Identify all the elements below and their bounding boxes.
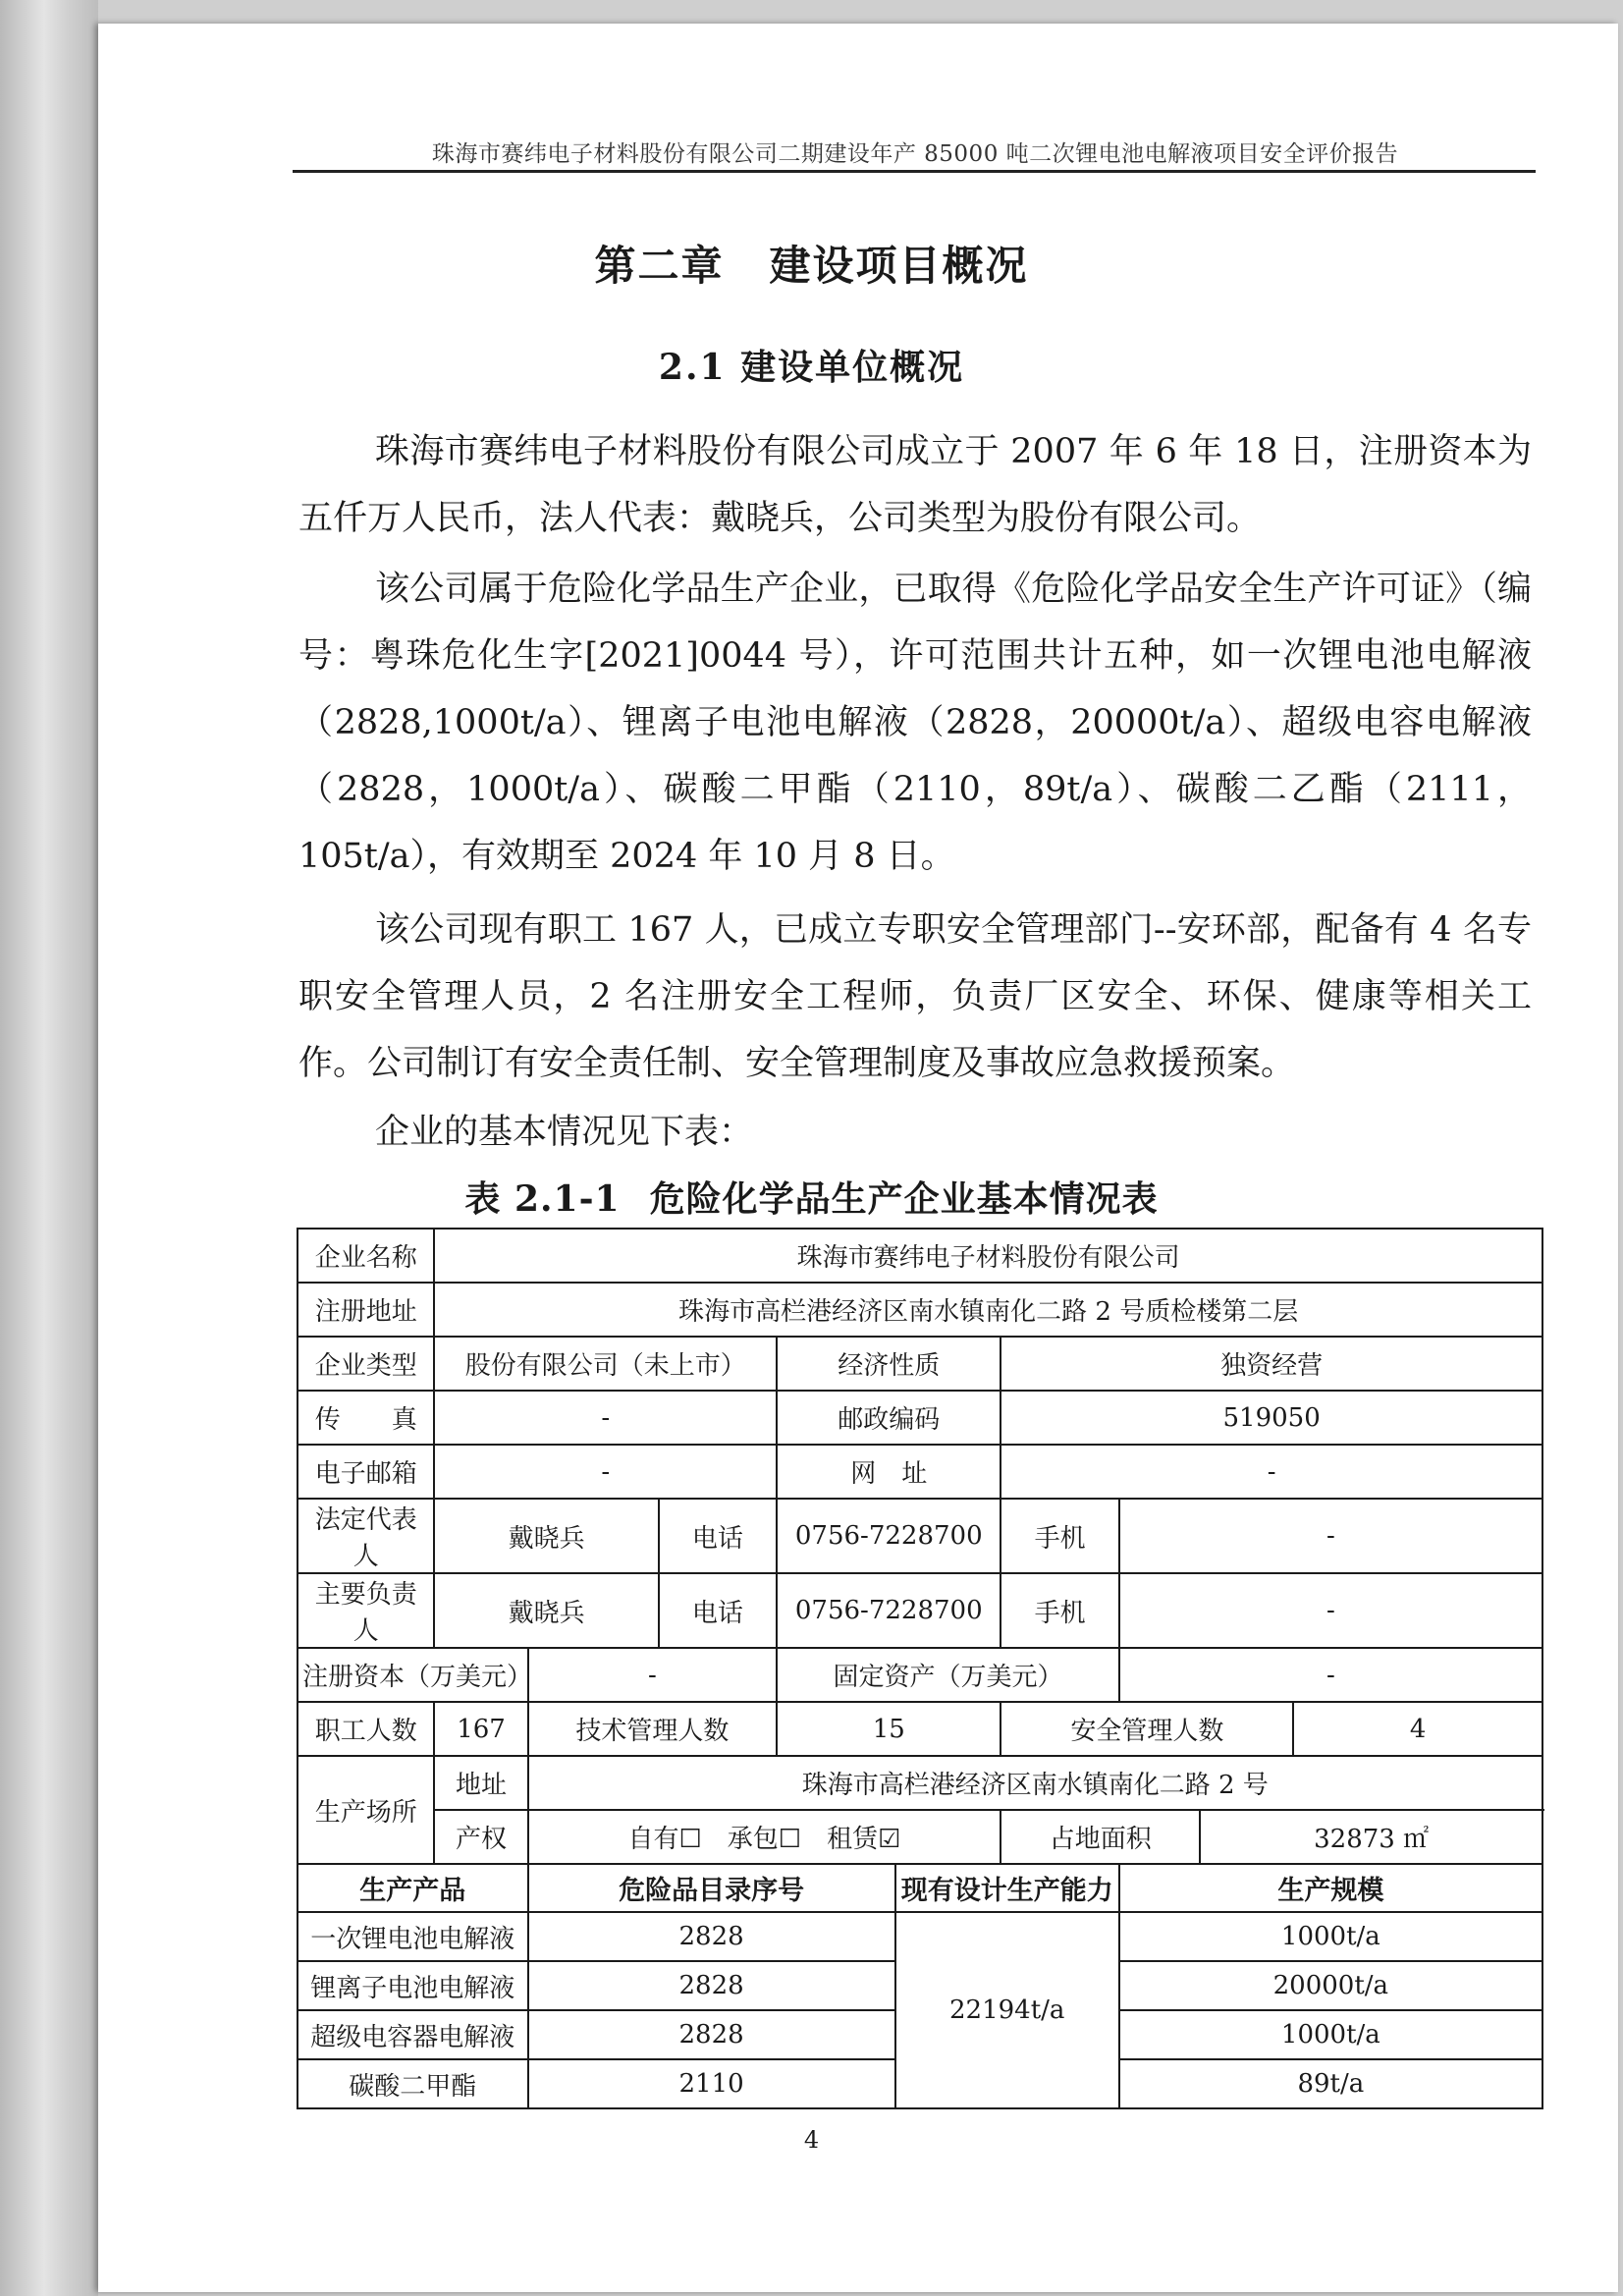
table-cell-value: 32873 ㎡ — [1200, 1810, 1542, 1864]
table-cell-label: 安全管理人数 — [1001, 1702, 1293, 1756]
product-code: 2110 — [528, 2059, 895, 2108]
paragraph-2: 该公司属于危险化学品生产企业，已取得《危险化学品安全生产许可证》（编号：粤珠危化生字[2021]0044 号），许可范围共计五种，如一次锂电池电解液（2828,1000t/a）、锂离子电池电解液（2828，20000t/a）、超级电容电解液（2828，1000t/a）、碳酸二甲酯（2110，89t/a）、碳酸二乙酯（2111，105t/a），有效期至 2024 年 10 月 8 日。 — [298, 570, 1532, 876]
column-header: 生产产品 — [298, 1864, 528, 1912]
table-cell-label: 网 址 — [777, 1445, 1001, 1499]
table-caption — [0, 1172, 1623, 1222]
table-cell-value: 珠海市赛纬电子材料股份有限公司 — [434, 1229, 1542, 1283]
table-cell-label: 电话 — [659, 1499, 777, 1573]
table-cell-value: - — [1119, 1648, 1542, 1702]
table-row — [298, 1283, 1542, 1337]
table-row — [298, 1445, 1542, 1499]
table-row — [298, 1648, 1542, 1702]
table-cell-value: 珠海市高栏港经济区南水镇南化二路 2 号质检楼第二层 — [434, 1283, 1542, 1337]
table-cell-label: 职工人数 — [298, 1702, 434, 1756]
product-scale: 20000t/a — [1119, 1961, 1542, 2010]
product-name: 锂离子电池电解液 — [298, 1961, 528, 2010]
table-cell-value: 戴晓兵 — [434, 1573, 658, 1648]
table-cell-label: 法定代表人 — [298, 1499, 434, 1573]
table-cell-value: - — [1001, 1445, 1542, 1499]
chapter-number: 第二章 — [594, 242, 725, 290]
table-cell-value: 15 — [777, 1702, 1001, 1756]
page-number: 4 — [803, 2126, 820, 2154]
table-cell-value: 戴晓兵 — [434, 1499, 658, 1573]
table-cell-label: 传 真 — [298, 1391, 434, 1445]
column-header: 危险品目录序号 — [528, 1864, 895, 1912]
chapter-name: 建设项目概况 — [769, 242, 1029, 290]
table-cell-value: - — [1119, 1573, 1542, 1648]
product-name: 碳酸二甲酯 — [298, 2059, 528, 2108]
table-row — [298, 1810, 1542, 1864]
table-cell-value: 0756-7228700 — [777, 1573, 1001, 1648]
column-header: 现有设计生产能力 — [895, 1864, 1119, 1912]
table-cell-value: 独资经营 — [1001, 1337, 1542, 1391]
table-cell-label: 固定资产（万美元） — [777, 1648, 1119, 1702]
table-cell-value: - — [434, 1445, 777, 1499]
table-row — [298, 1912, 1542, 1961]
table-cell-label: 地址 — [434, 1756, 527, 1810]
header-rule — [293, 170, 1536, 173]
product-code: 2828 — [528, 1961, 895, 2010]
paragraph-1: 珠海市赛纬电子材料股份有限公司成立于 2007 年 6 年 18 日，注册资本为五仟万人民币，法人代表：戴晓兵，公司类型为股份有限公司。 — [298, 432, 1532, 538]
table-row — [298, 1499, 1542, 1573]
table-cell-value: 4 — [1293, 1702, 1542, 1756]
table-row — [298, 1391, 1542, 1445]
table-cell-value: - — [434, 1391, 777, 1445]
design-capacity: 22194t/a — [895, 1912, 1119, 2108]
table-cell-value: 167 — [434, 1702, 527, 1756]
table-row — [298, 1756, 1542, 1810]
running-header: 珠海市赛纬电子材料股份有限公司二期建设年产 85000 吨二次锂电池电解液项目安全评价报告 — [431, 141, 1399, 167]
product-code: 2828 — [528, 1912, 895, 1961]
stamp-mark — [84, 1129, 124, 1365]
table-cell-label: 电话 — [659, 1573, 777, 1648]
table-header-row — [298, 1864, 1542, 1912]
table-cell-label: 注册资本（万美元） — [298, 1648, 528, 1702]
table-cell-label: 注册地址 — [298, 1283, 434, 1337]
product-name: 超级电容器电解液 — [298, 2010, 528, 2059]
table-cell-label: 占地面积 — [1001, 1810, 1200, 1864]
product-scale: 1000t/a — [1119, 2010, 1542, 2059]
table-cell-value: 股份有限公司（未上市） — [434, 1337, 777, 1391]
section-title: 2.1 建设单位概况 — [658, 347, 965, 388]
table-cell-label: 生产场所 — [298, 1756, 434, 1864]
table-cell-label: 经济性质 — [777, 1337, 1001, 1391]
chapter-title — [0, 234, 1623, 293]
paragraph-3: 该公司现有职工 167 人，已成立专职安全管理部门--安环部，配备有 4 名专职安全管理人员，2 名注册安全工程师，负责厂区安全、环保、健康等相关工作。公司制订有安全责任制、安全管理制度及事故应急救援预案。 — [298, 910, 1532, 1083]
table-cell-value: - — [528, 1648, 778, 1702]
table-cell-value: 珠海市高栏港经济区南水镇南化二路 2 号 — [528, 1756, 1542, 1810]
column-header: 生产规模 — [1119, 1864, 1542, 1912]
table-caption-title: 危险化学品生产企业基本情况表 — [649, 1178, 1159, 1220]
table-cell-value: 自有☐ 承包☐ 租赁☑ — [528, 1810, 1001, 1864]
enterprise-info-table — [297, 1228, 1543, 2109]
table-cell-label: 主要负责人 — [298, 1573, 434, 1648]
table-row — [298, 1337, 1542, 1391]
product-scale: 89t/a — [1119, 2059, 1542, 2108]
paragraph-4: 企业的基本情况见下表： — [375, 1113, 754, 1152]
table-caption-number: 表 2.1-1 — [464, 1178, 621, 1220]
table-cell-value: 0756-7228700 — [777, 1499, 1001, 1573]
table-cell-value: - — [1119, 1499, 1542, 1573]
table-cell-label: 产权 — [434, 1810, 527, 1864]
table-cell-label: 电子邮箱 — [298, 1445, 434, 1499]
table-cell-label: 邮政编码 — [777, 1391, 1001, 1445]
product-scale: 1000t/a — [1119, 1912, 1542, 1961]
table-cell-label: 企业类型 — [298, 1337, 434, 1391]
table-cell-label: 手机 — [1001, 1499, 1118, 1573]
table-cell-value: 519050 — [1001, 1391, 1542, 1445]
product-code: 2828 — [528, 2010, 895, 2059]
table-cell-label: 技术管理人数 — [528, 1702, 778, 1756]
table-cell-label: 手机 — [1001, 1573, 1118, 1648]
table-row — [298, 1702, 1542, 1756]
product-name: 一次锂电池电解液 — [298, 1912, 528, 1961]
table-row — [298, 1229, 1542, 1283]
table-cell-label: 企业名称 — [298, 1229, 434, 1283]
table-row — [298, 1573, 1542, 1648]
